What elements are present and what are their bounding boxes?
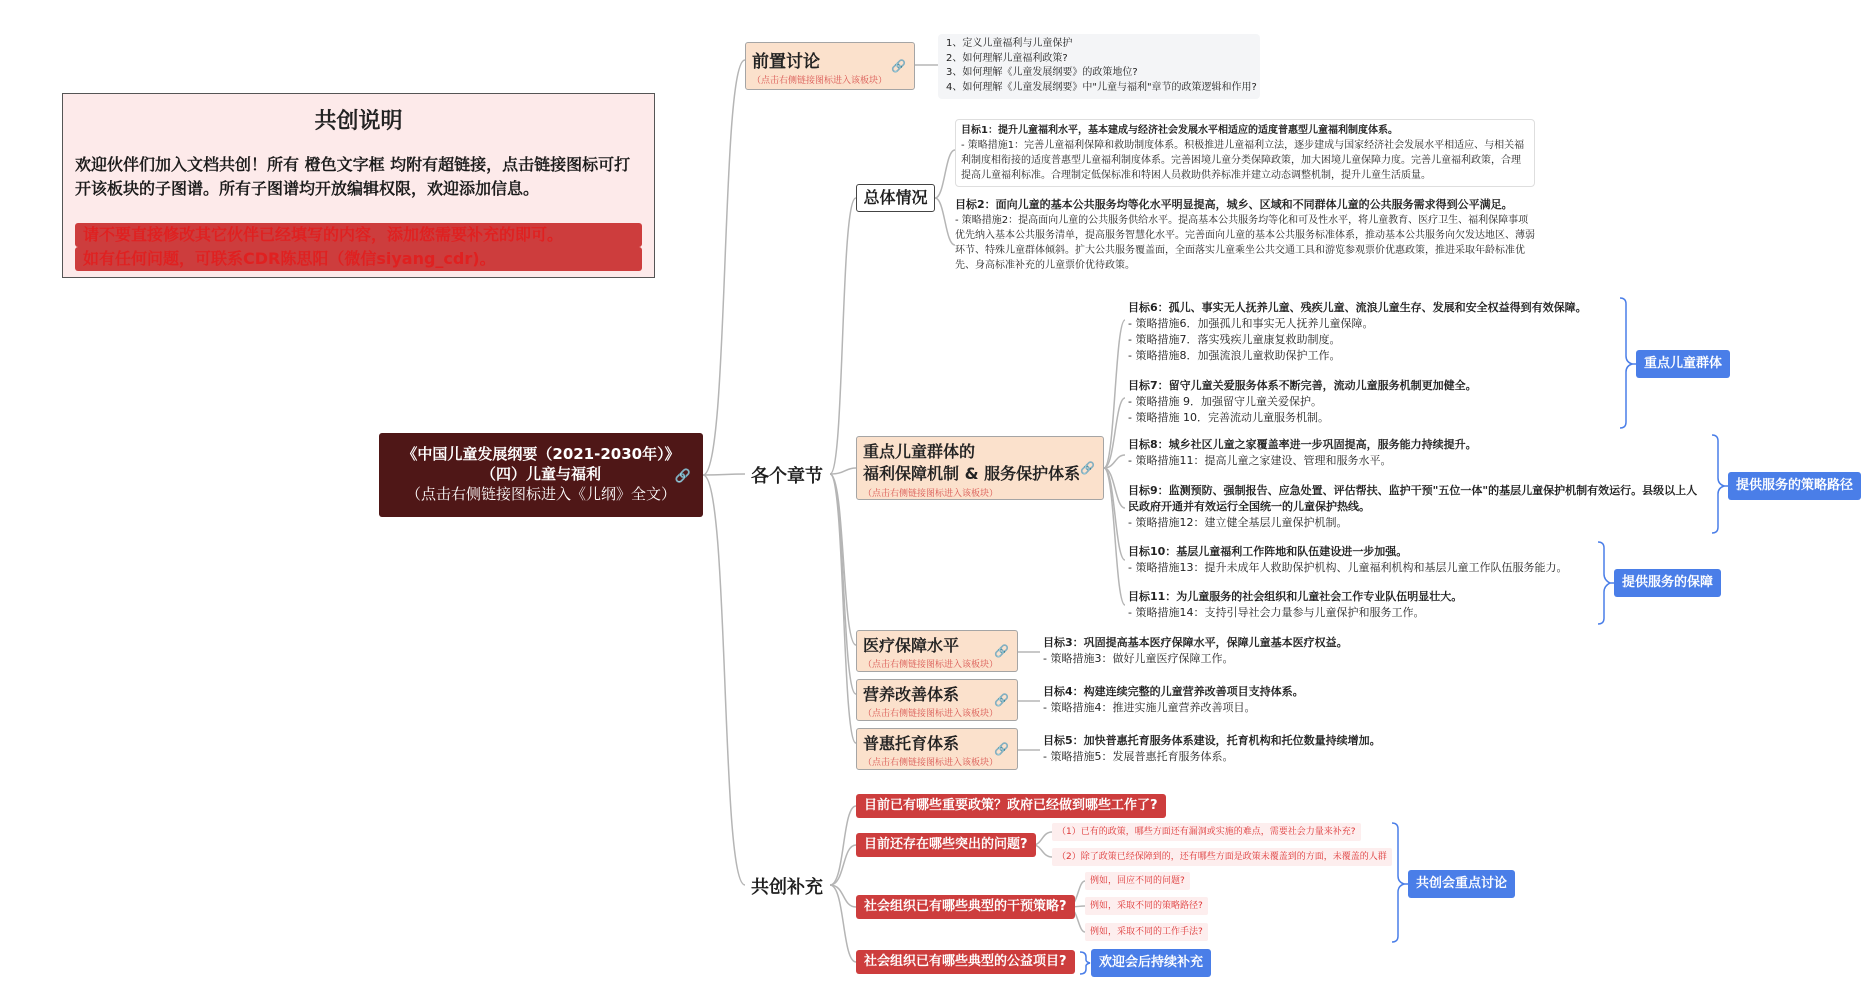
measure-6: - 策略措施6．加强孤儿和事实无人抚养儿童保障。 <box>1128 317 1374 330</box>
qianzhi-questions <box>938 34 1260 99</box>
zongti-goal1: 目标1：提升儿童福利水平，基本建成与经济社会发展水平相适应的适度普惠型儿童福利制度体系。 <box>961 125 1398 136</box>
node-zhongdian-title2: 福利保障机制 & 服务保护体系 <box>863 464 1081 483</box>
goal-11-group <box>1128 589 1462 621</box>
gongchuang-q2[interactable]: 目前还存在哪些突出的问题? <box>856 833 1036 857</box>
measure-14: - 策略措施14：支持引导社会力量参与儿童保护和服务工作。 <box>1128 606 1425 619</box>
measure-10: - 策略措施 10．完善流动儿童服务机制。 <box>1128 411 1329 424</box>
node-yiliao-sub: （点击右侧链接图标进入该板块） <box>863 660 999 670</box>
tag-service-guarantee: 提供服务的保障 <box>1614 569 1721 597</box>
node-zongti[interactable]: 总体情况 <box>856 184 935 212</box>
gongchuang-q3c: 例如，采取不同的工作手法? <box>1085 923 1208 941</box>
root-line3: （点击右侧链接图标进入《儿纲》全文） <box>405 485 676 503</box>
question-3: 3、如何理解《儿童发展纲要》的政策地位? <box>946 67 1138 78</box>
zongti-goal2-box <box>955 197 1535 273</box>
root-line2: （四）儿童与福利 <box>480 465 601 483</box>
link-icon[interactable]: 🔗 <box>994 644 1009 658</box>
measure-9: - 策略措施 9．加强留守儿童关爱保护。 <box>1128 395 1322 408</box>
zongti-goal2-detail: - 策略措施2：提高面向儿童的公共服务供给水平。提高基本公共服务均等化和可及性水平，将儿童教育、医疗卫生、福利保障事项优先纳入基本公共服务清单，提高服务智慧化水平。完善面向儿童的基本公共服务标准体系，推动基本公共服务向欠发达地区、薄弱环节、特殊儿童群体倾斜。扩大公共服务覆盖面，全面落实儿童乘坐公共交通工具和游览参观票价优惠政策，推进采取年龄标准优先、身高标准补充的儿童票价优待政策。 <box>955 215 1535 271</box>
tag-service-pathway: 提供服务的策略路径 <box>1728 472 1861 500</box>
measure-3: - 策略措施3：做好儿童医疗保障工作。 <box>1043 652 1234 665</box>
goal-7: 目标7：留守儿童关爱服务体系不断完善，流动儿童服务机制更加健全。 <box>1128 379 1477 392</box>
root-line1: 《中国儿童发展纲要（2021-2030年）》 <box>402 445 680 463</box>
node-zhongdian-title1: 重点儿童群体的 <box>863 442 976 461</box>
goal-7-group <box>1128 378 1477 426</box>
node-zhongdian-sub: （点击右侧链接图标进入该板块） <box>863 489 999 499</box>
measure-5: - 策略措施5：发展普惠托育服务体系。 <box>1043 750 1234 763</box>
measure-4: - 策略措施4：推进实施儿童营养改善项目。 <box>1043 701 1256 714</box>
notice-line1: 欢迎伙伴们加入文档共创！所有 橙色文字框 均附有超链接，点击链接图标可打开该板块的子图谱。所有子图谱均开放编辑权限，欢迎添加信息。 <box>75 155 631 198</box>
zongti-goal1-detail: - 策略措施1：完善儿童福利保障和救助制度体系。积极推进儿童福利立法，逐步建成与国家经济社会发展水平相适应、与相关福利制度相衔接的适度普惠型儿童福利制度体系。完善困境儿童分类保障政策，加大困境儿童保障力度。完善儿童福利政策，合理提高儿童福利标准。合理制定低保标准和特困人员救助供养标准并建立动态调整机制，提升儿童生活质量。 <box>961 140 1525 181</box>
measure-7: - 策略措施7．落实残疾儿童康复救助制度。 <box>1128 333 1341 346</box>
link-icon[interactable]: 🔗 <box>674 469 691 484</box>
co-creation-notice <box>62 93 655 278</box>
notice-line2: 请不要直接修改其它伙伴已经填写的内容，添加您需要补充的即可。 <box>75 223 642 247</box>
goal-3: 目标3：巩固提高基本医疗保障水平，保障儿童基本医疗权益。 <box>1043 636 1348 649</box>
question-4: 4、如何理解《儿童发展纲要》中"儿童与福利"章节的政策逻辑和作用? <box>946 81 1257 93</box>
yingyang-goal-group <box>1043 684 1304 716</box>
gongchuang-q3a: 例如，回应不同的问题? <box>1085 872 1190 890</box>
node-qianzhi-title: 前置讨论 <box>752 52 820 72</box>
link-icon[interactable]: 🔗 <box>994 742 1009 756</box>
node-qianzhi[interactable] <box>745 42 915 90</box>
tag-continue-adding: 欢迎会后持续补充 <box>1091 949 1211 977</box>
link-icon[interactable]: 🔗 <box>891 59 906 73</box>
node-tuoyu-title: 普惠托育体系 <box>863 734 960 753</box>
link-icon[interactable]: 🔗 <box>1080 461 1095 475</box>
goal-9-group <box>1128 483 1698 531</box>
goal-6: 目标6：孤儿、事实无人抚养儿童、残疾儿童、流浪儿童生存、发展和安全权益得到有效保障。 <box>1128 301 1587 314</box>
notice-title: 共创说明 <box>314 109 403 134</box>
zongti-goal2: 目标2：面向儿童的基本公共服务均等化水平明显提高，城乡、区域和不同群体儿童的公共服务需求得到公平满足。 <box>955 198 1513 211</box>
gongchuang-q4[interactable]: 社会组织已有哪些典型的公益项目? <box>856 950 1075 974</box>
goal-9: 目标9：监测预防、强制报告、应急处置、评估帮扶、监护干预"五位一体"的基层儿童保护机制有效运行。县级以上人民政府开通并有效运行全国统一的儿童保护热线。 <box>1128 484 1698 513</box>
measure-11: - 策略措施11：提高儿童之家建设、管理和服务水平。 <box>1128 454 1392 467</box>
question-2: 2、如何理解儿童福利政策? <box>946 52 1068 64</box>
gongchuang-q2a: （1）已有的政策，哪些方面还有漏洞或实施的难点，需要社会力量来补充? <box>1052 823 1361 841</box>
node-tuoyu-sub: （点击右侧链接图标进入该板块） <box>863 758 999 768</box>
goal-8: 目标8：城乡社区儿童之家覆盖率进一步巩固提高，服务能力持续提升。 <box>1128 438 1477 451</box>
notice-line3: 如有任何问题，可联系CDR陈思阳（微信siyang_cdr)。 <box>75 247 642 271</box>
tag-key-groups: 重点儿童群体 <box>1636 350 1730 378</box>
question-1: 1、定义儿童福利与儿童保护 <box>946 38 1073 49</box>
gongchuang-q3[interactable]: 社会组织已有哪些典型的干预策略? <box>856 895 1075 919</box>
node-qianzhi-sub: （点击右侧链接图标进入该板块） <box>752 76 888 86</box>
node-yingyang-sub: （点击右侧链接图标进入该板块） <box>863 709 999 719</box>
goal-5: 目标5：加快普惠托育服务体系建设，托育机构和托位数量持续增加。 <box>1043 734 1381 747</box>
goal-10: 目标10：基层儿童福利工作阵地和队伍建设进一步加强。 <box>1128 545 1408 558</box>
measure-12: - 策略措施12：建立健全基层儿童保护机制。 <box>1128 516 1348 529</box>
link-icon[interactable]: 🔗 <box>994 693 1009 707</box>
root-node[interactable] <box>379 433 703 517</box>
goal-11: 目标11：为儿童服务的社会组织和儿童社会工作专业队伍明显壮大。 <box>1128 590 1463 603</box>
tag-focus-discussion: 共创会重点讨论 <box>1408 870 1515 898</box>
node-tuoyu[interactable] <box>856 728 1018 770</box>
measure-8: - 策略措施8．加强流浪儿童救助保护工作。 <box>1128 349 1341 362</box>
node-gege-title[interactable]: 各个章节 <box>751 466 823 487</box>
zongti-goal1-box <box>955 119 1535 187</box>
goal-4: 目标4：构建连续完整的儿童营养改善项目支持体系。 <box>1043 685 1304 698</box>
node-yiliao-title: 医疗保障水平 <box>863 636 960 655</box>
goal-6-group <box>1128 300 1587 364</box>
gongchuang-q1[interactable]: 目前已有哪些重要政策？政府已经做到哪些工作了? <box>856 794 1166 818</box>
gongchuang-q2b: （2）除了政策已经保障到的，还有哪些方面是政策未覆盖到的方面，未覆盖的人群 <box>1052 848 1392 866</box>
goal-10-group <box>1128 544 1567 576</box>
measure-13: - 策略措施13：提升未成年人救助保护机构、儿童福利机构和基层儿童工作队伍服务能力。 <box>1128 561 1568 574</box>
node-yingyang-title: 营养改善体系 <box>863 685 960 704</box>
node-zhongdian[interactable] <box>856 436 1104 500</box>
gongchuang-q3b: 例如，采取不同的策略路径? <box>1085 897 1208 915</box>
goal-8-group <box>1128 437 1477 469</box>
tuoyu-goal-group <box>1043 733 1381 765</box>
node-gongchuang-title[interactable]: 共创补充 <box>751 877 823 898</box>
yiliao-goal-group <box>1043 635 1348 667</box>
node-yingyang[interactable] <box>856 679 1018 721</box>
node-yiliao[interactable] <box>856 630 1018 672</box>
